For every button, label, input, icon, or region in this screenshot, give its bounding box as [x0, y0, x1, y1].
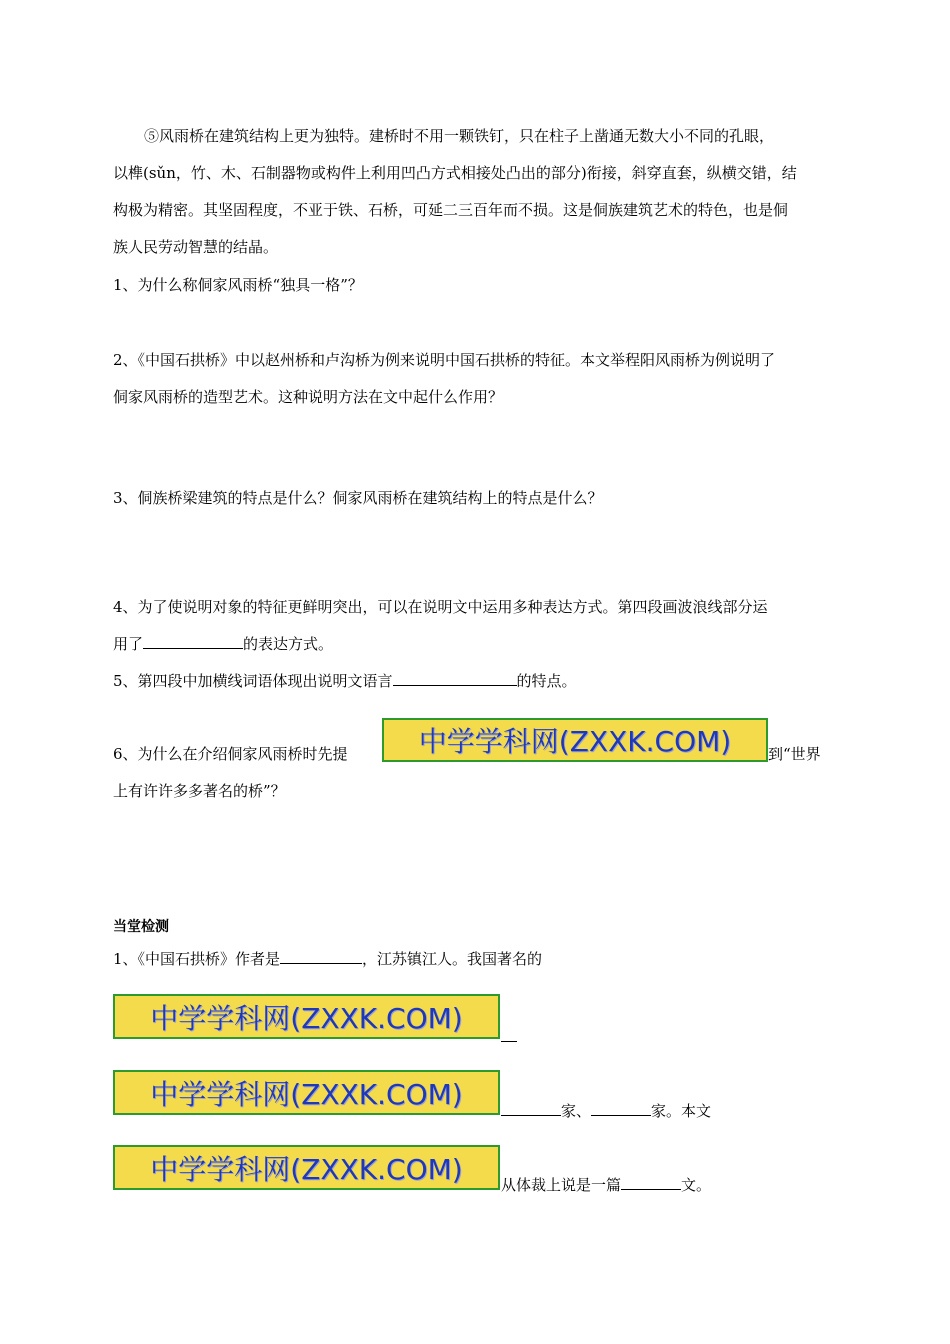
quiz-q1-text-a: 1、《中国石拱桥》作者是: [113, 950, 281, 968]
answer-blank-title-1[interactable]: [501, 1101, 561, 1116]
answer-blank-genre[interactable]: [621, 1175, 681, 1190]
question-4-text-a: 用了: [113, 635, 144, 653]
question-6-line-2: 上有许许多多著名的桥”？: [113, 782, 286, 800]
quiz-row-2: [501, 1101, 711, 1121]
answer-blank-q5[interactable]: [393, 671, 517, 686]
quiz-row-3: [501, 1175, 711, 1195]
paragraph-5-line-3: 构极为精密。其坚固程度，不亚于铁、石桥，可延二三百年而不损。这是侗族建筑艺术的特色，也是侗: [113, 201, 789, 219]
paragraph-5-line-2: 以榫(sǔn，竹、木、石制器物或构件上利用凹凸方式相接处凸出的部分)衔接，斜穿直套，纵横交错，结: [113, 164, 797, 182]
watermark-logo-4: 中学学科网(ZXXK.COM): [113, 1145, 500, 1190]
watermark-logo-3: 中学学科网(ZXXK.COM): [113, 1070, 500, 1115]
question-4-line-2: [113, 634, 333, 654]
question-2-line-1: 2、《中国石拱桥》中以赵州桥和卢沟桥为例来说明中国石拱桥的特征。本文举程阳风雨桥为例说明了: [113, 351, 776, 369]
quiz-row3-text-a: 从体裁上说是一篇: [501, 1176, 622, 1194]
question-6-text-b: 到“世界: [768, 745, 821, 763]
question-4-line-1: 4、为了使说明对象的特征更鲜明突出，可以在说明文中运用多种表达方式。第四段画波浪线部分运: [113, 598, 768, 616]
quiz-row2-text-a: 家、: [561, 1102, 592, 1120]
quiz-heading: 当堂检测: [113, 919, 169, 935]
question-5-text-b: 的特点。: [516, 672, 577, 690]
quiz-question-1: [113, 949, 542, 969]
question-2-line-2: 侗家风雨桥的造型艺术。这种说明方法在文中起什么作用？: [113, 388, 504, 406]
quiz-row3-text-b: 文。: [681, 1176, 712, 1194]
question-5: [113, 671, 577, 691]
answer-blank-row1[interactable]: [501, 1027, 517, 1042]
answer-blank-author[interactable]: [280, 949, 362, 964]
quiz-row2-text-b: 家。本文: [651, 1102, 712, 1120]
question-4-text-b: 的表达方式。: [243, 635, 334, 653]
question-3: 3、侗族桥梁建筑的特点是什么？侗家风雨桥在建筑结构上的特点是什么？: [113, 489, 603, 507]
quiz-q1-text-b: ，江苏镇江人。我国著名的: [362, 950, 543, 968]
answer-blank-q4[interactable]: [143, 634, 243, 649]
answer-blank-title-2[interactable]: [591, 1101, 651, 1116]
question-6-text-a: 6、为什么在介绍侗家风雨桥时先提: [113, 745, 348, 763]
paragraph-5-line-4: 族人民劳动智慧的结晶。: [113, 238, 279, 256]
question-1: 1、为什么称侗家风雨桥“独具一格”？: [113, 276, 363, 294]
watermark-logo-1: 中学学科网(ZXXK.COM): [382, 718, 768, 762]
question-5-text-a: 5、第四段中加横线词语体现出说明文语言: [113, 672, 393, 690]
watermark-logo-2: 中学学科网(ZXXK.COM): [113, 994, 500, 1039]
paragraph-5-line-1: ⑤风雨桥在建筑结构上更为独特。建桥时不用一颗铁钉，只在柱子上凿通无数大小不同的孔眼，: [144, 127, 775, 145]
